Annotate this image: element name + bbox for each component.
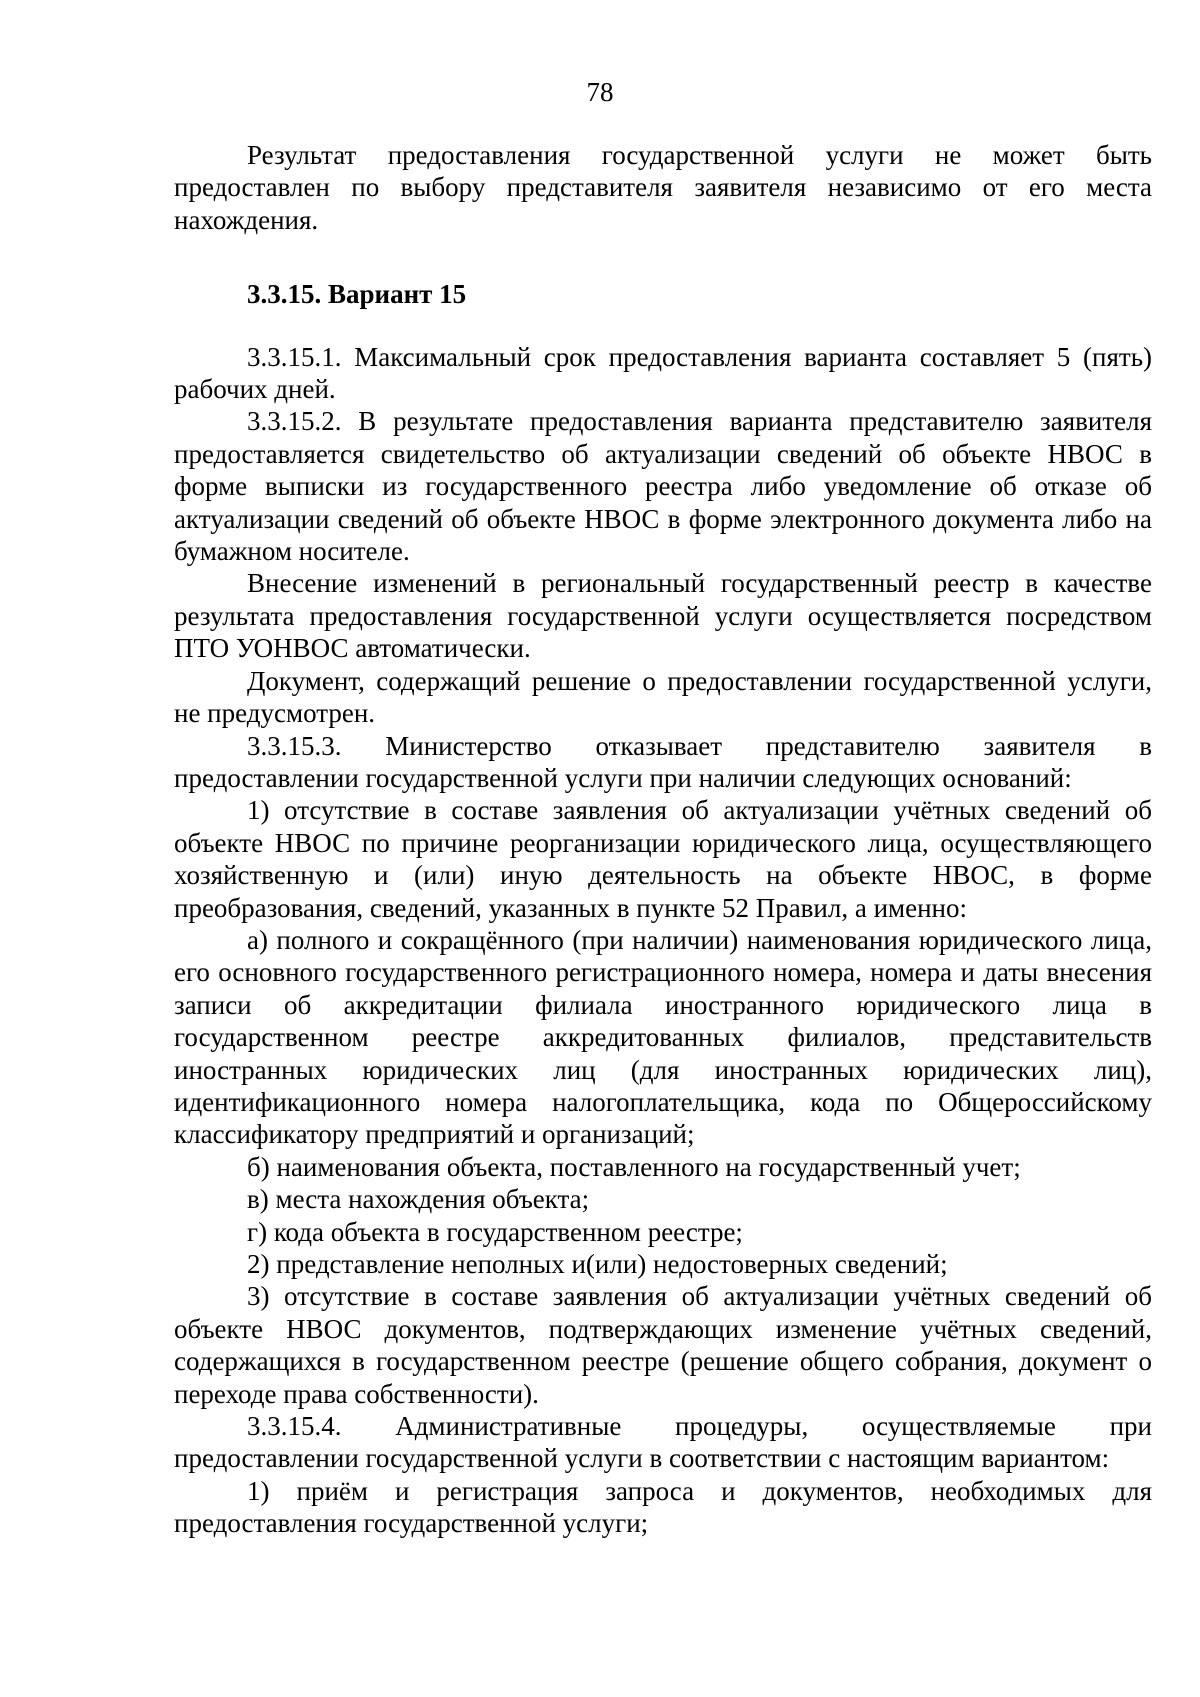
list-item-1v: в) места нахождения объекта; xyxy=(247,1184,590,1215)
list-item-1b: б) наименования объекта, поставленного на государственный учет; xyxy=(247,1151,1021,1182)
page-number: 78 xyxy=(586,77,614,107)
list-item-1a: а) полного и сокращённого (при наличии) наименования юридического лица, его основного государственного регистрационного номера, номера и даты внесения записи об аккредитации филиала иностранного юридического лица в государственном реестре аккредитованных филиалов, представительств иностранных юридических лиц (для иностранных юридических лиц), идентификационного номера налогоплательщика, кода по Общероссийскому классификатору предприятий и организаций; xyxy=(174,924,1152,1150)
list-item-3: 3) отсутствие в составе заявления об актуализации учётных сведений об объекте НВОС документов, подтверждающих изменение учётных сведений, содержащихся в государственном реестре (решение общего собрания, документ о переходе права собственности). xyxy=(174,1281,1152,1409)
list-item-1: 1) отсутствие в составе заявления об актуализации учётных сведений об объекте НВОС по причине реорганизации юридического лица, осуществляющего хозяйственную и (или) иную деятельность на объекте НВОС, в форме преобразования, сведений, указанных в пункте 52 Правил, а именно: xyxy=(174,795,1152,923)
spacer xyxy=(174,236,1152,278)
paragraph-3-3-15-1: 3.3.15.1. Максимальный срок предоставления варианта составляет 5 (пять) рабочих дней. xyxy=(174,341,1152,405)
paragraph-registry-changes: Внесение изменений в региональный государственный реестр в качестве результата предоставления государственной услуги осуществляется посредством ПТО УОНВОС автоматически. xyxy=(174,568,1152,664)
document-body xyxy=(174,139,1152,1540)
list-item-2: 2) представление неполных и(или) недостоверных сведений; xyxy=(247,1249,948,1279)
paragraph-decision-document: Документ, содержащий решение о предоставлении государственной услуги, не предусмотрен. xyxy=(174,665,1152,729)
list-item-1g: г) кода объекта в государственном реестре; xyxy=(247,1216,743,1247)
intro-paragraph: Результат предоставления государственной услуги не может быть предоставлен по выбору представителя заявителя независимо от его места нахождения. xyxy=(174,140,1152,235)
paragraph-3-3-15-4: 3.3.15.4. Административные процедуры, осуществляемые при предоставлении государственной услуги в соответствии с настоящим вариантом: xyxy=(174,1411,1152,1474)
spacer xyxy=(174,311,1152,341)
paragraph-3-3-15-2: 3.3.15.2. В результате предоставления варианта представителю заявителя предоставляется свидетельство об актуализации сведений об объекте НВОС в форме выписки из государственного реестра либо уведомление об отказе об актуализации сведений об объекте НВОС в форме электронного документа либо на бумажном носителе. xyxy=(174,406,1152,567)
section-heading: 3.3.15. Вариант 15 xyxy=(247,279,467,310)
procedure-item-1: 1) приём и регистрация запроса и документов, необходимых для предоставления государственной услуги; xyxy=(174,1475,1152,1539)
paragraph-3-3-15-3: 3.3.15.3. Министерство отказывает представителю заявителя в предоставлении государственной услуги при наличии следующих оснований: xyxy=(174,730,1152,793)
